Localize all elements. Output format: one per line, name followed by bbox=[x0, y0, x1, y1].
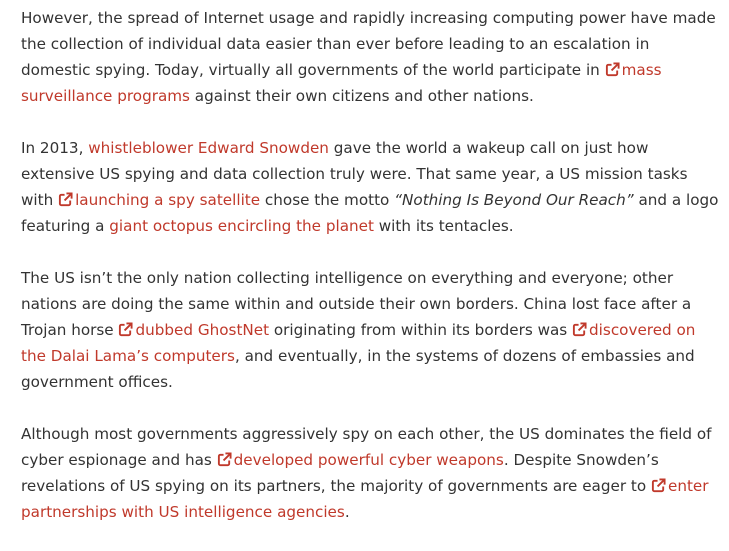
external-link-icon bbox=[605, 62, 620, 77]
paragraph-text: The US isn’t the only nation collecting intelligence on everything and everyone; other nations are doing the same within and outside their own borders. China lost face after a Trojan horse bbox=[21, 269, 692, 339]
link-text: launching a spy satellite bbox=[75, 191, 261, 209]
article-body bbox=[21, 5, 721, 551]
paragraph-4 bbox=[21, 421, 721, 525]
link-text: giant octopus encircling the planet bbox=[109, 217, 374, 235]
paragraph-text: In 2013, bbox=[21, 139, 89, 157]
paragraph-text: , and eventually, in the systems of dozens of embassies and government offices. bbox=[21, 347, 695, 391]
motto-quote: “Nothing Is Beyond Our Reach” bbox=[394, 191, 634, 209]
paragraph-text: with its tentacles. bbox=[373, 217, 514, 235]
link-text: discovered on the Dalai Lama’s computers bbox=[21, 321, 696, 365]
link-text: dubbed GhostNet bbox=[135, 321, 270, 339]
paragraph-text: Although most governments aggressively spy on each other, the US dominates the field of cyber espionage and has bbox=[21, 425, 712, 469]
link-text: enter partnerships with US intelligence agencies bbox=[21, 477, 709, 521]
paragraph-text: . bbox=[344, 503, 350, 521]
external-link-icon bbox=[572, 322, 587, 337]
external-link-icon bbox=[217, 452, 232, 467]
external-link-icon bbox=[58, 192, 73, 207]
paragraph-2 bbox=[21, 135, 721, 239]
paragraph-text: . Despite Snowden’s revelations of US spying on its partners, the majority of governments are eager to bbox=[21, 451, 659, 495]
cyber-weapons-link[interactable] bbox=[217, 451, 504, 469]
paragraph-text: gave the world a wakeup call on just how extensive US spying and data collection truly were. That same year, a US mission tasks with bbox=[21, 139, 688, 209]
external-link-icon bbox=[118, 322, 133, 337]
paragraph-text: However, the spread of Internet usage and rapidly increasing computing power have made the collection of individual data easier than ever before leading to an escalation in domestic spying. Today, virtually all governments of the world participate in bbox=[21, 9, 716, 79]
link-text: mass surveillance programs bbox=[21, 61, 662, 105]
link-text: developed powerful cyber weapons bbox=[233, 451, 504, 469]
spy-satellite-link[interactable] bbox=[58, 191, 260, 209]
paragraph-3 bbox=[21, 265, 721, 395]
external-link-icon bbox=[651, 478, 666, 493]
paragraph-text: originating from within its borders was bbox=[269, 321, 573, 339]
paragraph-1 bbox=[21, 5, 721, 109]
paragraph-text: and a logo featuring a bbox=[21, 191, 719, 235]
ghostnet-link[interactable] bbox=[118, 321, 269, 339]
giant-octopus-link[interactable] bbox=[109, 217, 374, 235]
snowden-link[interactable] bbox=[88, 139, 329, 157]
paragraph-text: against their own citizens and other nations. bbox=[189, 87, 534, 105]
link-text: whistleblower Edward Snowden bbox=[88, 139, 329, 157]
paragraph-text: chose the motto bbox=[260, 191, 395, 209]
